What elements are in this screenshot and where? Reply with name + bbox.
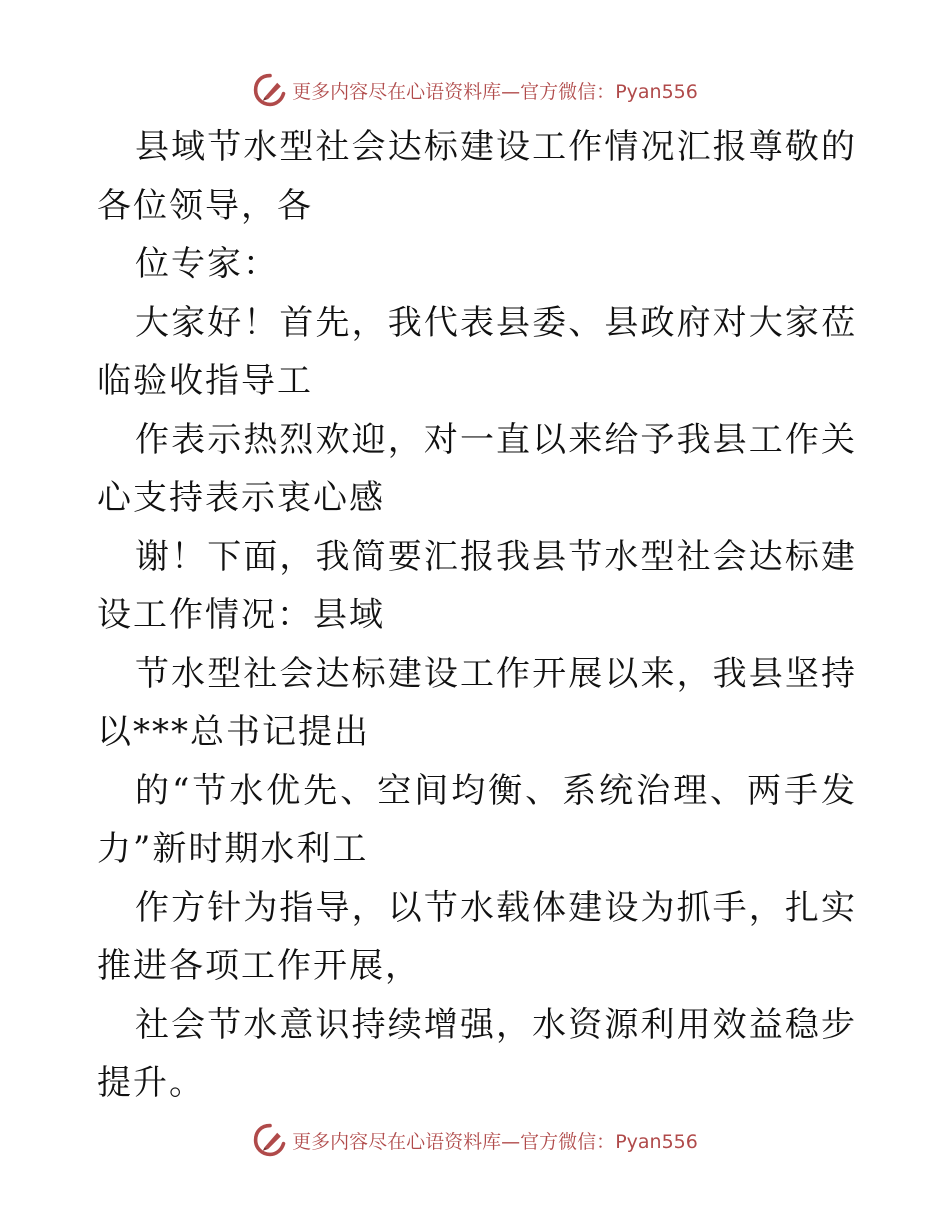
watermark-separator: — bbox=[501, 1130, 521, 1153]
footer-watermark bbox=[0, 1120, 950, 1160]
paragraph: 谢！下面，我简要汇报我县节水型社会达标建设工作情况：县域 bbox=[97, 536, 857, 635]
watermark-separator: — bbox=[501, 80, 521, 103]
watermark-wechat-id: Pyan556 bbox=[615, 80, 698, 103]
paragraph: 大家好！首先，我代表县委、县政府对大家莅临验收指导工 bbox=[97, 302, 857, 401]
pen-swirl-logo-icon bbox=[252, 72, 288, 108]
header-watermark bbox=[0, 70, 950, 110]
watermark-brand-text: 更多内容尽在心语资料库 bbox=[292, 1130, 502, 1153]
watermark-wechat-label: 官方微信： bbox=[520, 80, 616, 103]
paragraph: 的“节水优先、空间均衡、系统治理、两手发力”新时期水利工 bbox=[97, 770, 857, 869]
document-body bbox=[97, 118, 857, 1113]
watermark-wechat-label: 官方微信： bbox=[520, 1130, 616, 1153]
paragraph: 作表示热烈欢迎，对一直以来给予我县工作关心支持表示衷心感 bbox=[97, 419, 857, 518]
paragraph: 节水型社会达标建设工作开展以来，我县坚持以***总书记提出 bbox=[97, 653, 857, 752]
paragraph: 作方针为指导，以节水载体建设为抓手，扎实推进各项工作开展， bbox=[97, 887, 857, 986]
paragraph: 位专家： bbox=[135, 244, 279, 284]
watermark-wechat-id: Pyan556 bbox=[615, 1130, 698, 1153]
paragraph: 县域节水型社会达标建设工作情况汇报尊敬的各位领导，各 bbox=[97, 127, 857, 226]
watermark-brand-text: 更多内容尽在心语资料库 bbox=[292, 80, 502, 103]
pen-swirl-logo-icon bbox=[252, 1122, 288, 1158]
paragraph: 社会节水意识持续增强，水资源利用效益稳步提升。 bbox=[97, 1004, 857, 1103]
